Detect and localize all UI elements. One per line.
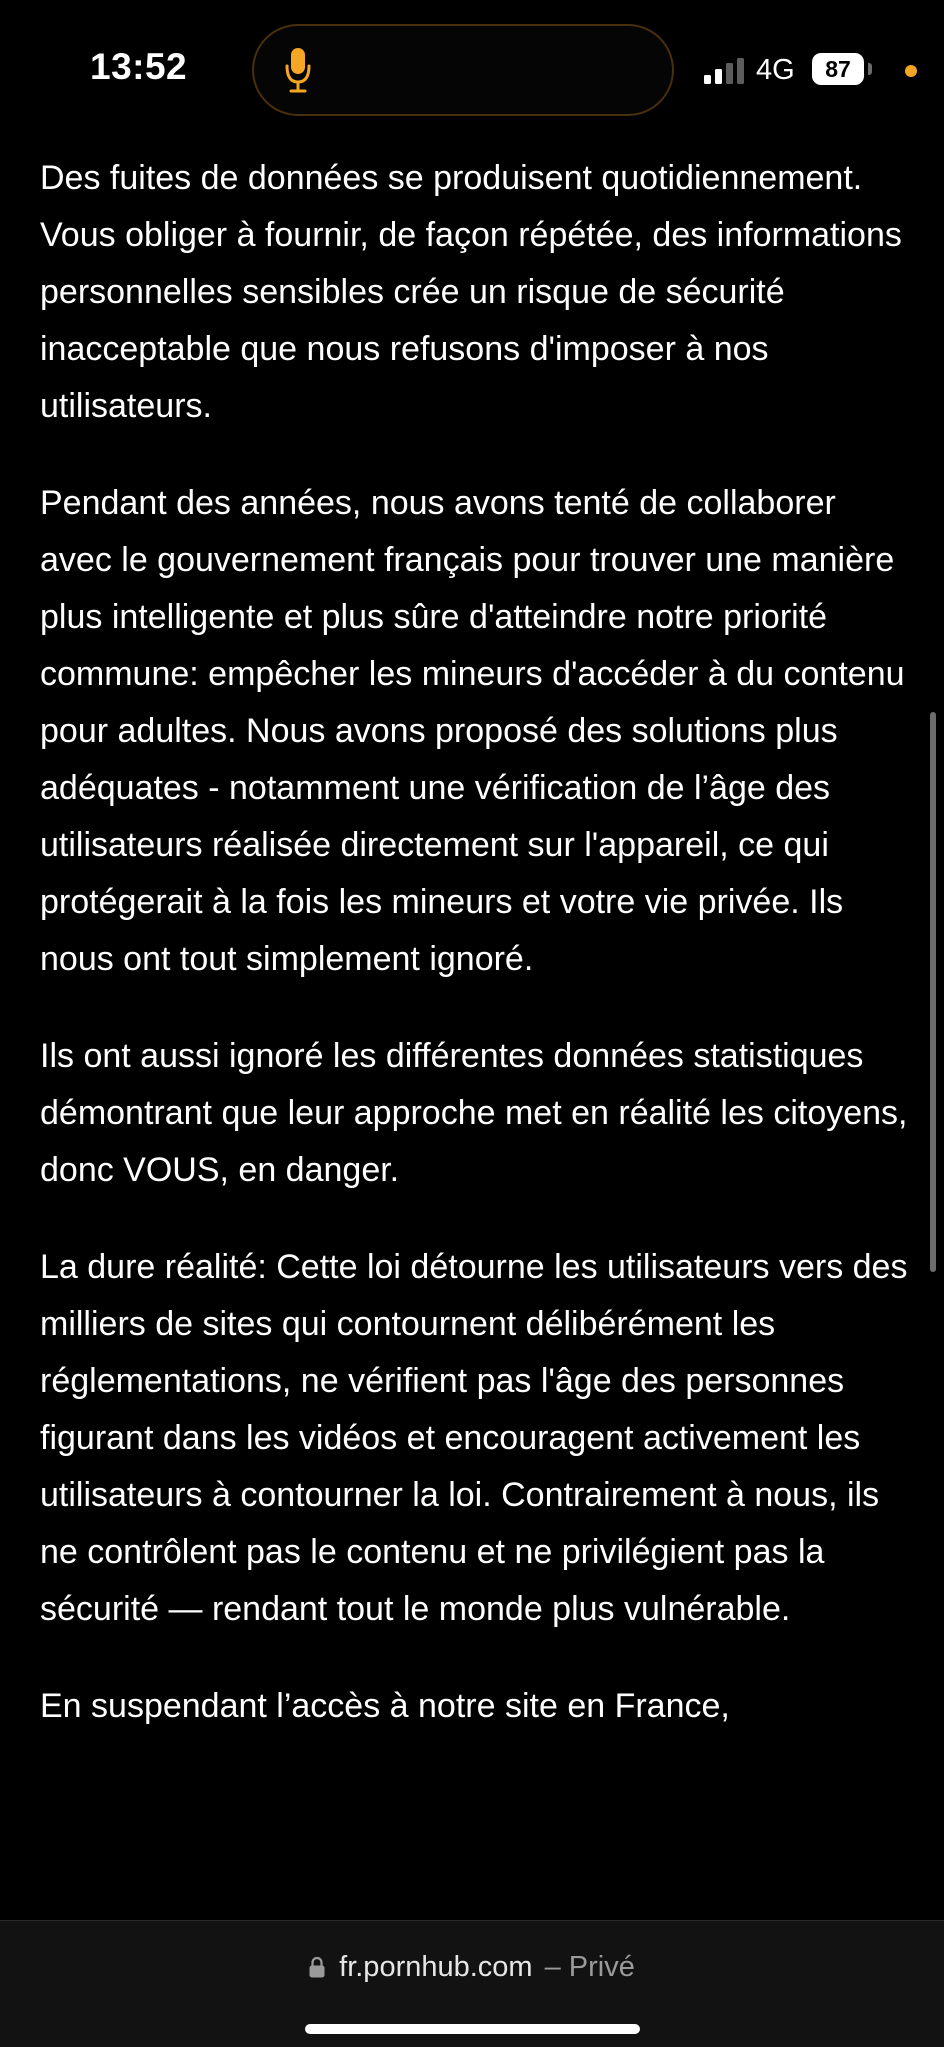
privacy-indicator-dot — [905, 65, 917, 77]
battery-tip — [868, 63, 872, 75]
paragraph-government-collaboration: Pendant des années, nous avons tenté de collaborer avec le gouvernement français pour trouver une manière plus intelligente et plus sûre d'atteindre notre priorité commune: empêcher les mineurs d'accéder à du contenu pour adultes. Nous avons proposé des solutions plus adéquates - notamment une vérification de l’âge des utilisateurs réalisée directement sur l'appareil, ce qui protégerait à la fois les mineurs et votre vie privée. Ils nous ont tout simplement ignoré. — [40, 484, 905, 978]
browser-address-bar[interactable] — [0, 1920, 944, 2047]
article-body — [40, 150, 916, 1735]
paragraph-suspension: En suspendant l’accès à notre site en France, — [40, 1687, 730, 1725]
home-indicator[interactable] — [305, 2024, 640, 2034]
lock-icon — [309, 1956, 325, 1978]
url-domain: fr.pornhub.com — [339, 1951, 533, 1983]
vertical-scrollbar[interactable] — [930, 712, 936, 1272]
paragraph-ignored-statistics: Ils ont aussi ignoré les différentes données statistiques démontrant que leur approche met en réalité les citoyens, donc VOUS, en danger. — [40, 1037, 908, 1189]
network-type: 4G — [756, 54, 795, 86]
paragraph-data-leaks: Des fuites de données se produisent quotidiennement. Vous obliger à fournir, de façon répétée, des informations personnelles sensibles crée un risque de sécurité inacceptable que nous refusons d'imposer à nos utilisateurs. — [40, 159, 902, 425]
battery-icon: 87 — [812, 53, 864, 85]
status-time: 13:52 — [90, 46, 188, 87]
dynamic-island[interactable] — [252, 24, 674, 116]
paragraph-harsh-reality: La dure réalité: Cette loi détourne les utilisateurs vers des milliers de sites qui contournent délibérément les réglementations, ne vérifient pas l'âge des personnes figurant dans les vidéos et encouragent activement les utilisateurs à contourner la loi. Contrairement à nous, ils ne contrôlent pas le contenu et ne privilégient pas la sécurité — rendant tout le monde plus vulnérable. — [40, 1248, 908, 1628]
microphone-icon — [284, 46, 312, 94]
private-mode-label: – Privé — [544, 1951, 635, 1983]
cellular-signal-icon — [704, 58, 748, 84]
url-field[interactable] — [0, 1951, 944, 1984]
status-bar — [0, 0, 944, 140]
